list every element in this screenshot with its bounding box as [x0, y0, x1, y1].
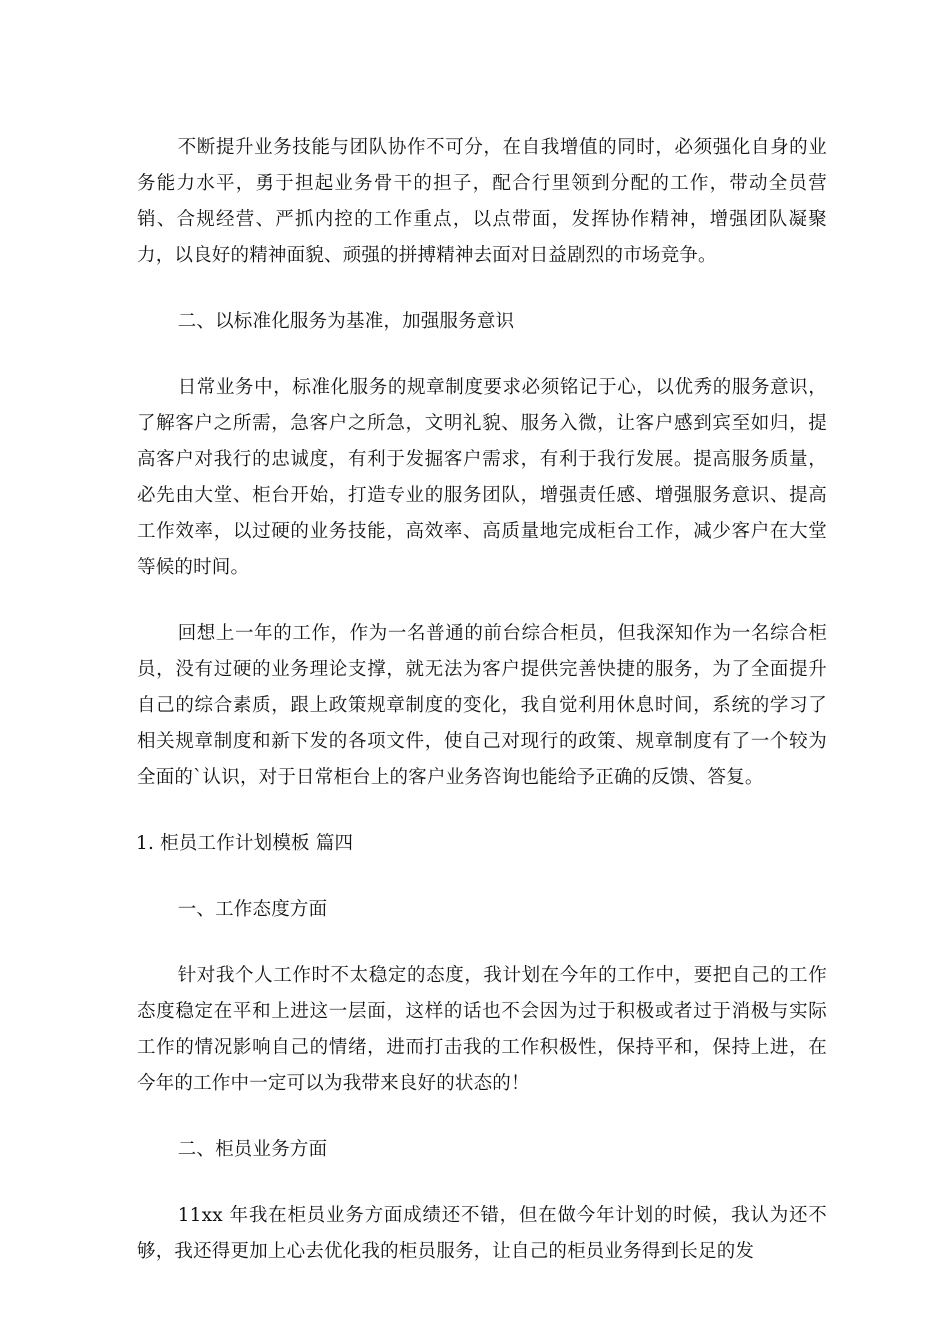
heading-work-attitude: 一、工作态度方面	[177, 899, 328, 920]
document-body	[137, 130, 827, 1300]
paragraph-teller-business: 11xx 年我在柜员业务方面成绩还不错，但在做今年计划的时候，我认为还不够，我还得更加上心去优化我的柜员服务，让自己的柜员业务得到长足的发	[137, 1205, 827, 1262]
paragraph-work-attitude: 针对我个人工作时不太稳定的态度，我计划在今年的工作中，要把自己的工作态度稳定在平和上进这一层面，这样的话也不会因为过于积极或者过于消极与实际工作的情况影响自己的情绪，进而打击我的工作积极性，保持平和，保持上进，在今年的工作中一定可以为我带来良好的状态的！	[137, 965, 827, 1094]
paragraph-teamwork: 不断提升业务技能与团队协作不可分，在自我增值的同时，必须强化自身的业务能力水平，勇于担起业务骨干的担子，配合行里领到分配的工作，带动全员营销、合规经营、严抓内控的工作重点，以点带面，发挥协作精神，增强团队凝聚力，以良好的精神面貌、顽强的拼搏精神去面对日益剧烈的市场竞争。	[137, 137, 827, 266]
section-title-template-four: 1. 柜员工作计划模板 篇四	[136, 833, 354, 854]
paragraph-last-year-review: 回想上一年的工作，作为一名普通的前台综合柜员，但我深知作为一名综合柜员，没有过硬的业务理论支撑，就无法为客户提供完善快捷的服务，为了全面提升自己的综合素质，跟上政策规章制度的变化，我自觉利用休息时间，系统的学习了相关规章制度和新下发的各项文件，使自己对现行的政策、规章制度有了一个较为全面的`认识，对于日常柜台上的客户业务咨询也能给予正确的反馈、答复。	[137, 623, 827, 788]
heading-teller-business: 二、柜员业务方面	[177, 1139, 328, 1160]
heading-standardized-service: 二、以标准化服务为基准，加强服务意识	[177, 311, 515, 332]
paragraph-daily-service: 日常业务中，标准化服务的规章制度要求必须铭记于心，以优秀的服务意识，了解客户之所需，急客户之所急，文明礼貌、服务入微，让客户感到宾至如归，提高客户对我行的忠诚度，有利于发掘客户需求，有利于我行发展。提高服务质量，必先由大堂、柜台开始，打造专业的服务团队，增强责任感、增强服务意识、提高工作效率，以过硬的业务技能，高效率、高质量地完成柜台工作，减少客户在大堂等候的时间。	[137, 377, 827, 578]
